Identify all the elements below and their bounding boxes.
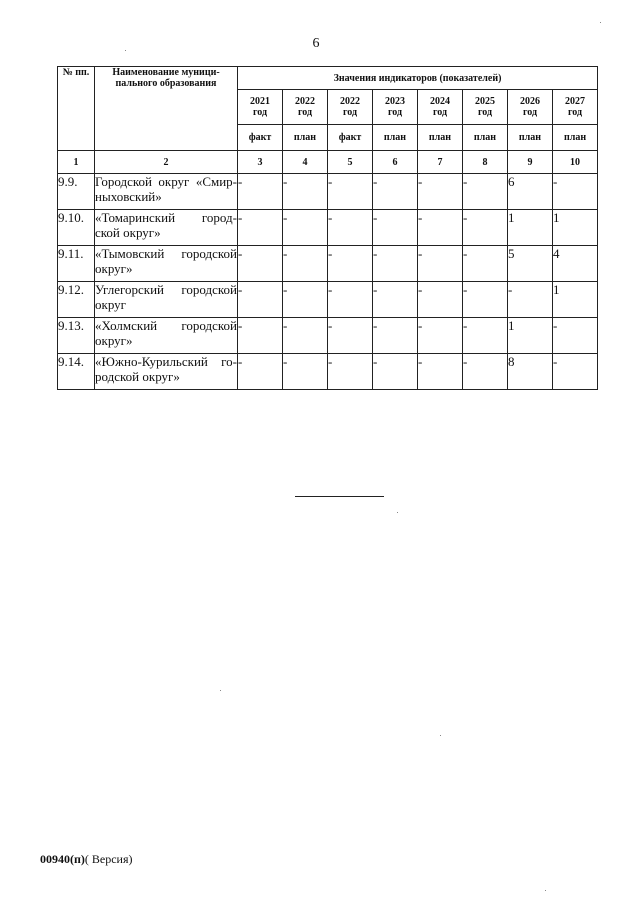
header-year-value: 2026: [520, 96, 540, 107]
indicator-value: -: [238, 174, 283, 210]
scan-speck: [220, 690, 221, 691]
header-year: [553, 90, 598, 125]
header-group: Значения индикаторов (показателей): [238, 67, 598, 90]
row-number: 9.9.: [58, 174, 95, 210]
indicator-value: -: [553, 318, 598, 354]
header-year-value: 2027: [565, 96, 586, 107]
header-column-number: 8: [463, 151, 508, 174]
table-row: [58, 354, 598, 390]
indicator-value: -: [463, 246, 508, 282]
header-year-unit: год: [297, 107, 313, 118]
footer-code: [40, 852, 133, 867]
indicator-value: -: [238, 246, 283, 282]
indicator-value: -: [373, 210, 418, 246]
header-value-type: факт: [328, 125, 373, 151]
header-column-number: 6: [373, 151, 418, 174]
table-row: [58, 282, 598, 318]
indicator-value: -: [283, 282, 328, 318]
footer-doc-code: 00940(п): [40, 852, 85, 866]
header-year-unit: год: [342, 107, 358, 118]
indicator-value: -: [553, 354, 598, 390]
footer-version: ( Версия): [84, 852, 133, 866]
header-column-number: 5: [328, 151, 373, 174]
header-year-value: 2023: [385, 96, 405, 107]
header-name: Наименование муници-пального образования: [95, 67, 238, 151]
header-value-type: план: [373, 125, 418, 151]
indicator-value: -: [418, 210, 463, 246]
indicator-value: 1: [508, 210, 553, 246]
indicator-value: -: [238, 210, 283, 246]
indicator-value: -: [373, 174, 418, 210]
indicator-value: -: [283, 174, 328, 210]
table-row: [58, 174, 598, 210]
indicator-value: -: [283, 354, 328, 390]
header-value-type: план: [418, 125, 463, 151]
header-year: [418, 90, 463, 125]
header-year: [508, 90, 553, 125]
indicator-value: 1: [508, 318, 553, 354]
municipality-name: «Томаринский город-ской округ»: [95, 210, 238, 246]
indicator-value: 5: [508, 246, 553, 282]
header-year: [373, 90, 418, 125]
header-year: [328, 90, 373, 125]
municipality-name: Углегорский городской округ: [95, 282, 238, 318]
header-column-number: 10: [553, 151, 598, 174]
indicator-value: -: [373, 246, 418, 282]
row-number: 9.10.: [58, 210, 95, 246]
indicator-value: -: [373, 354, 418, 390]
indicator-value: -: [283, 318, 328, 354]
row-number: 9.11.: [58, 246, 95, 282]
table-row: [58, 210, 598, 246]
indicator-value: -: [418, 174, 463, 210]
indicator-value: -: [463, 354, 508, 390]
header-year-value: 2024: [430, 96, 450, 107]
indicator-value: -: [418, 318, 463, 354]
header-year-unit: год: [522, 107, 538, 118]
indicator-value: -: [328, 282, 373, 318]
indicator-value: -: [463, 210, 508, 246]
indicator-value: 1: [553, 282, 598, 318]
header-year: [283, 90, 328, 125]
row-number: 9.14.: [58, 354, 95, 390]
header-column-number: 9: [508, 151, 553, 174]
header-year-unit: год: [252, 107, 268, 118]
indicators-table: [57, 66, 598, 390]
header-column-numbers: [58, 151, 598, 174]
indicator-value: -: [508, 282, 553, 318]
header-column-number: 4: [283, 151, 328, 174]
indicator-value: -: [418, 246, 463, 282]
municipality-name: «Тымовский городской округ»: [95, 246, 238, 282]
indicator-value: -: [328, 354, 373, 390]
indicator-value: -: [238, 318, 283, 354]
indicator-value: -: [328, 210, 373, 246]
header-column-number: 3: [238, 151, 283, 174]
header-year-unit: год: [567, 107, 583, 118]
header-column-number: 2: [95, 151, 238, 174]
indicator-value: 8: [508, 354, 553, 390]
separator-line: [295, 496, 384, 497]
table-row: [58, 318, 598, 354]
header-value-type: план: [508, 125, 553, 151]
municipality-name: «Южно-Курильский го-родской округ»: [95, 354, 238, 390]
indicator-value: -: [463, 318, 508, 354]
row-number: 9.12.: [58, 282, 95, 318]
header-year-value: 2022: [295, 96, 315, 107]
header-value-type: план: [463, 125, 508, 151]
table-row: [58, 246, 598, 282]
header-year-unit: год: [387, 107, 403, 118]
municipality-name: «Холмский городской округ»: [95, 318, 238, 354]
scan-speck: [440, 735, 441, 736]
scan-speck: [600, 22, 601, 23]
header-year-value: 2021: [250, 96, 270, 107]
header-year-value: 2025: [475, 96, 495, 107]
indicator-value: -: [553, 174, 598, 210]
header-value-type: план: [283, 125, 328, 151]
scan-speck: [545, 890, 546, 891]
header-value-type: факт: [238, 125, 283, 151]
indicator-value: -: [328, 318, 373, 354]
indicator-value: 1: [553, 210, 598, 246]
header-year-unit: год: [432, 107, 448, 118]
indicator-value: -: [418, 282, 463, 318]
header-value-type: план: [553, 125, 598, 151]
indicator-value: -: [463, 282, 508, 318]
header-year: [238, 90, 283, 125]
header-column-number: 1: [58, 151, 95, 174]
scan-speck: [125, 50, 126, 51]
header-year: [463, 90, 508, 125]
municipality-name: Городской округ «Смир-ныховский»: [95, 174, 238, 210]
header-year-value: 2022: [340, 96, 360, 107]
header-column-number: 7: [418, 151, 463, 174]
header-num: № пп.: [58, 67, 95, 151]
indicator-value: -: [373, 282, 418, 318]
table-body: [58, 174, 598, 390]
indicator-value: -: [328, 174, 373, 210]
indicator-value: -: [283, 210, 328, 246]
indicator-value: -: [328, 246, 373, 282]
indicator-value: -: [283, 246, 328, 282]
indicator-value: -: [238, 354, 283, 390]
indicator-value: -: [238, 282, 283, 318]
page-number: 6: [312, 36, 320, 51]
header-year-unit: год: [477, 107, 493, 118]
indicator-value: -: [463, 174, 508, 210]
indicator-value: -: [418, 354, 463, 390]
indicator-value: 6: [508, 174, 553, 210]
scan-speck: [397, 512, 398, 513]
indicator-value: 4: [553, 246, 598, 282]
row-number: 9.13.: [58, 318, 95, 354]
indicator-value: -: [373, 318, 418, 354]
